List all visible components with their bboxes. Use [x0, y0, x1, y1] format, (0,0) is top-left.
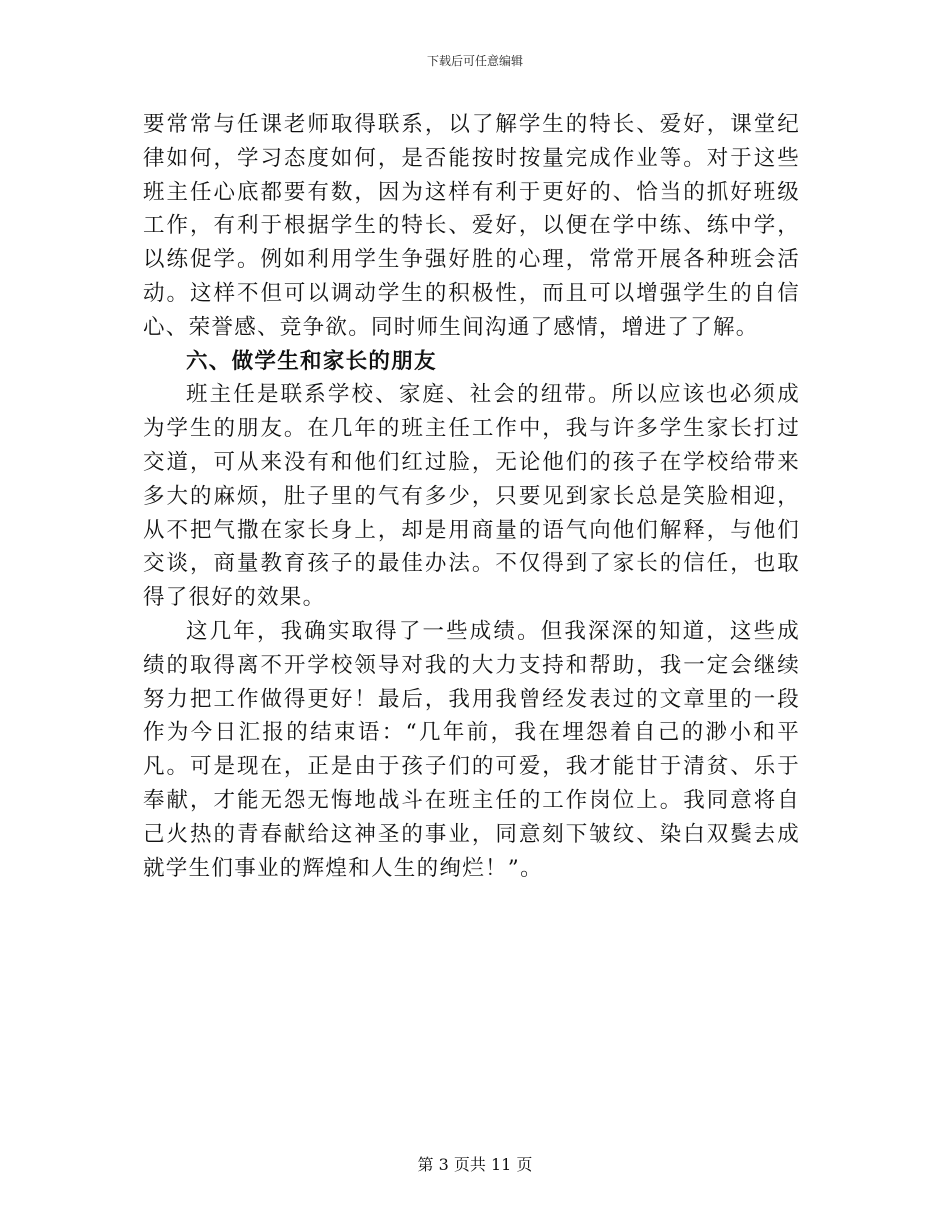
- section-heading: 六、做学生和家长的朋友: [186, 348, 437, 374]
- paragraph-continued: 要常常与任课老师取得联系，以了解学生的特长、爱好，课堂纪律如何，学习态度如何，是否能按时按量完成作业等。对于这些班主任心底都要有数，因为这样有利于更好的、恰当的抓好班级工作，有利于根据学生的特长、爱好，以便在学中练、练中学，以练促学。例如利用学生争强好胜的心理，常常开展各种班会活动。这样不但可以调动学生的积极性，而且可以增强学生的自信心、荣誉感、竞争欲。同时师生间沟通了感情，增进了了解。: [143, 112, 800, 340]
- document-body: [143, 108, 800, 885]
- paragraph-friends: 班主任是联系学校、家庭、社会的纽带。所以应该也必须成为学生的朋友。在几年的班主任工作中，我与许多学生家长打过交道，可从来没有和他们红过脸，无论他们的孩子在学校给带来多大的麻烦，肚子里的气有多少，只要见到家长总是笑脸相迎，从不把气撒在家长身上，却是用商量的语气向他们解释，与他们交谈，商量教育孩子的最佳办法。不仅得到了家长的信任，也取得了很好的效果。: [143, 382, 800, 611]
- page-number-footer: 第 3 页共 11 页: [417, 1155, 533, 1174]
- page-header-note: 下载后可任意编辑: [426, 54, 523, 68]
- paragraph-conclusion: 这几年，我确实取得了一些成绩。但我深深的知道，这些成绩的取得离不开学校领导对我的大力支持和帮助，我一定会继续努力把工作做得更好！最后，我用我曾经发表过的文章里的一段作为今日汇报的结束语：“几年前，我在埋怨着自己的渺小和平凡。可是现在，正是由于孩子们的可爱，我才能甘于清贫、乐于奉献，才能无怨无悔地战斗在班主任的工作岗位上。我同意将自己火热的青春献给这神圣的事业，同意刻下皱纹、染白双鬓去成就学生们事业的辉煌和人生的绚烂！”。: [143, 618, 800, 881]
